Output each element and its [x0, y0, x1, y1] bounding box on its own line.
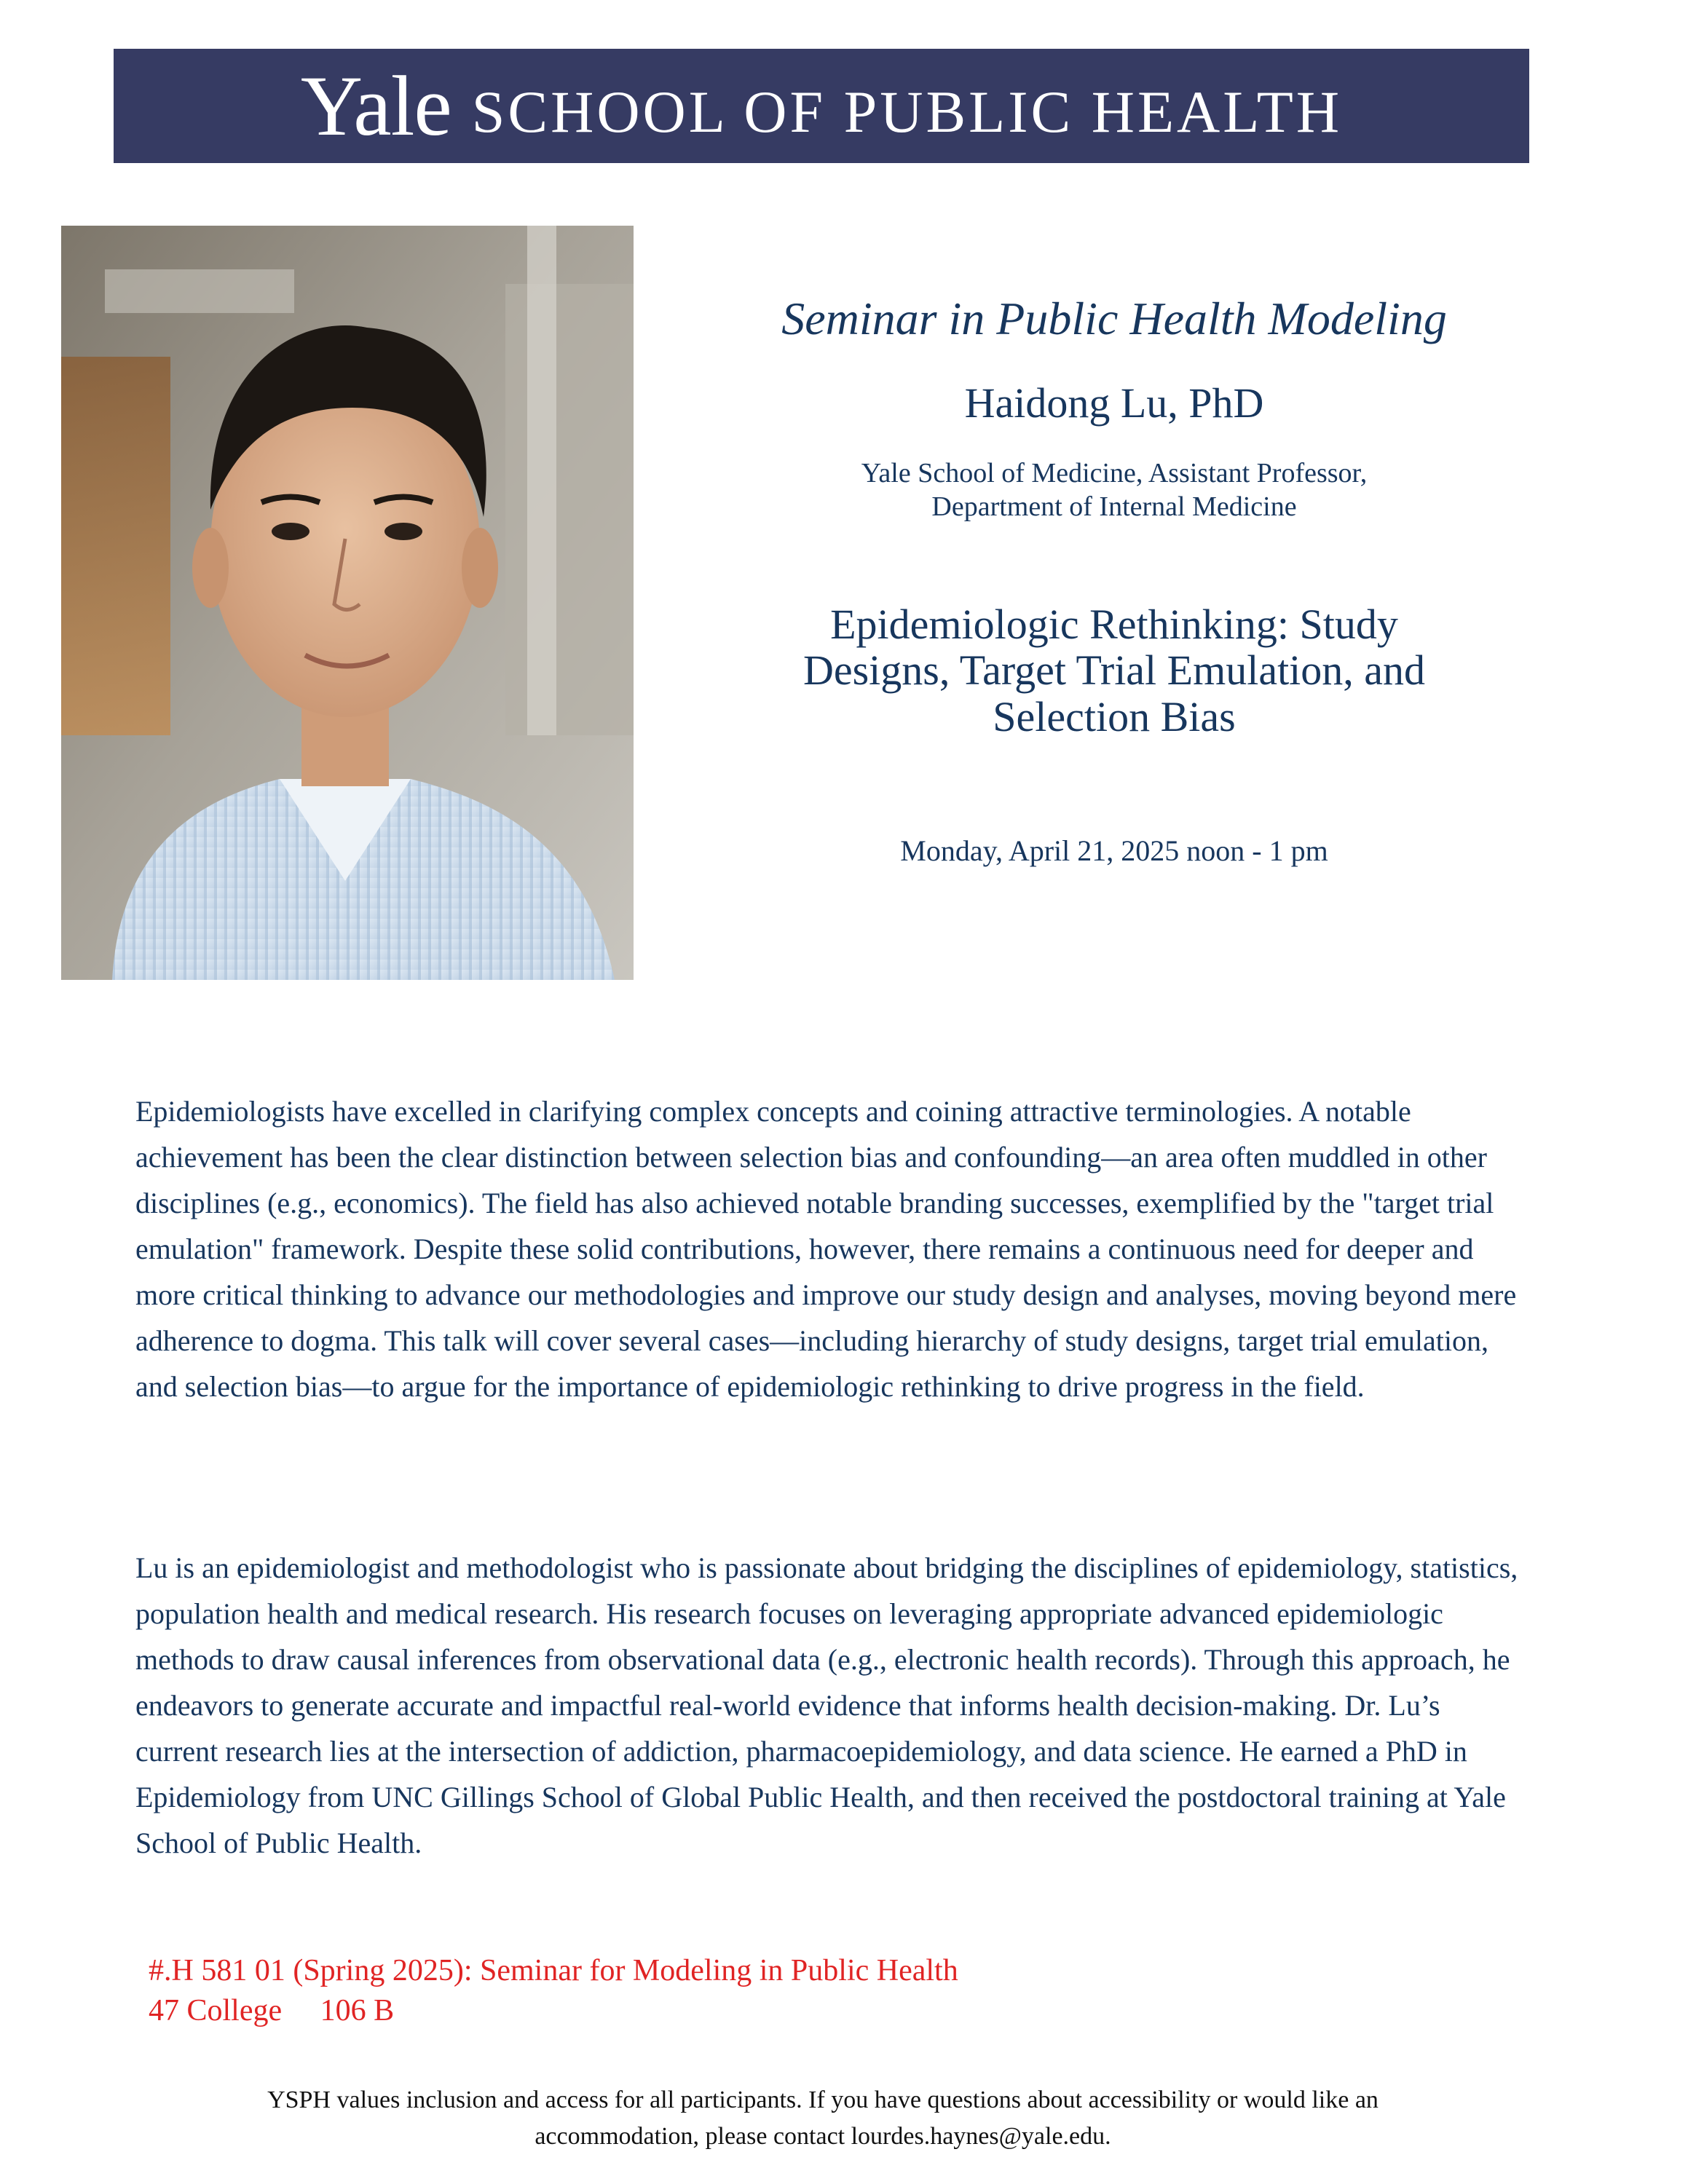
speaker-name: Haidong Lu, PhD — [964, 379, 1264, 427]
event-header — [699, 291, 1529, 869]
course-location: 47 College 106 B — [149, 1994, 395, 2027]
school-name: SCHOOL OF PUBLIC HEALTH — [471, 78, 1343, 145]
abstract-paragraph: Epidemiologists have excelled in clarifying complex concepts and coining attractive terminologies. A notable achievement has been the clear distinction between selection bias and confounding—an area often muddled in other disciplines (e.g., economics). The field has also achieved notable branding successes, exemplified by the "target trial emulation" framework. Despite these solid contributions, however, there remains a continuous need for deeper and more critical thinking to advance our methodologies and improve our study design and analyses, moving beyond mere adherence to dogma. This talk will cover several cases—including hierarchy of study designs, target trial emulation, and selection bias—to argue for the importance of epidemiologic rethinking to drive progress in the field. — [135, 1095, 1517, 1403]
talk-title: Epidemiologic Rethinking: Study Designs, Target Trial Emulation, and Selection Bias — [802, 600, 1426, 741]
course-number-line: #.H 581 01 (Spring 2025): Seminar for Modeling in Public Health — [149, 1954, 958, 1987]
footer-line-2: accommodation, please contact lourdes.haynes@yale.edu. — [535, 2123, 1111, 2150]
course-info — [149, 1951, 958, 2031]
accessibility-footer — [109, 2082, 1537, 2155]
speaker-photo — [61, 226, 634, 980]
footer-line-1: YSPH values inclusion and access for all participants. If you have questions about accessibility or would like an — [267, 2086, 1379, 2113]
speaker-bio-paragraph: Lu is an epidemiologist and methodologist who is passionate about bridging the disciplines of epidemiology, statistics, population health and medical research. His research focuses on leveraging appropriate advanced epidemiologic methods to draw causal inferences from observational data (e.g., electronic health records). Through this approach, he endeavors to generate accurate and impactful real-world evidence that informs health decision-making. Dr. Lu’s current research lies at the intersection of addiction, pharmacoepidemiology, and data science. He earned a PhD in Epidemiology from UNC Gillings School of Global Public Health, and then received the postdoctoral training at Yale School of Public Health. — [135, 1551, 1518, 1859]
seminar-series-title: Seminar in Public Health Modeling — [781, 293, 1447, 344]
speaker-portrait-image — [61, 226, 634, 980]
yale-logo-word: Yale — [300, 58, 451, 154]
affiliation-line-2: Department of Internal Medicine — [931, 491, 1297, 522]
school-banner — [114, 49, 1529, 163]
affiliation-line-1: Yale School of Medicine, Assistant Professor, — [861, 458, 1368, 489]
event-datetime: Monday, April 21, 2025 noon - 1 pm — [900, 834, 1328, 867]
speaker-affiliation — [699, 457, 1529, 523]
